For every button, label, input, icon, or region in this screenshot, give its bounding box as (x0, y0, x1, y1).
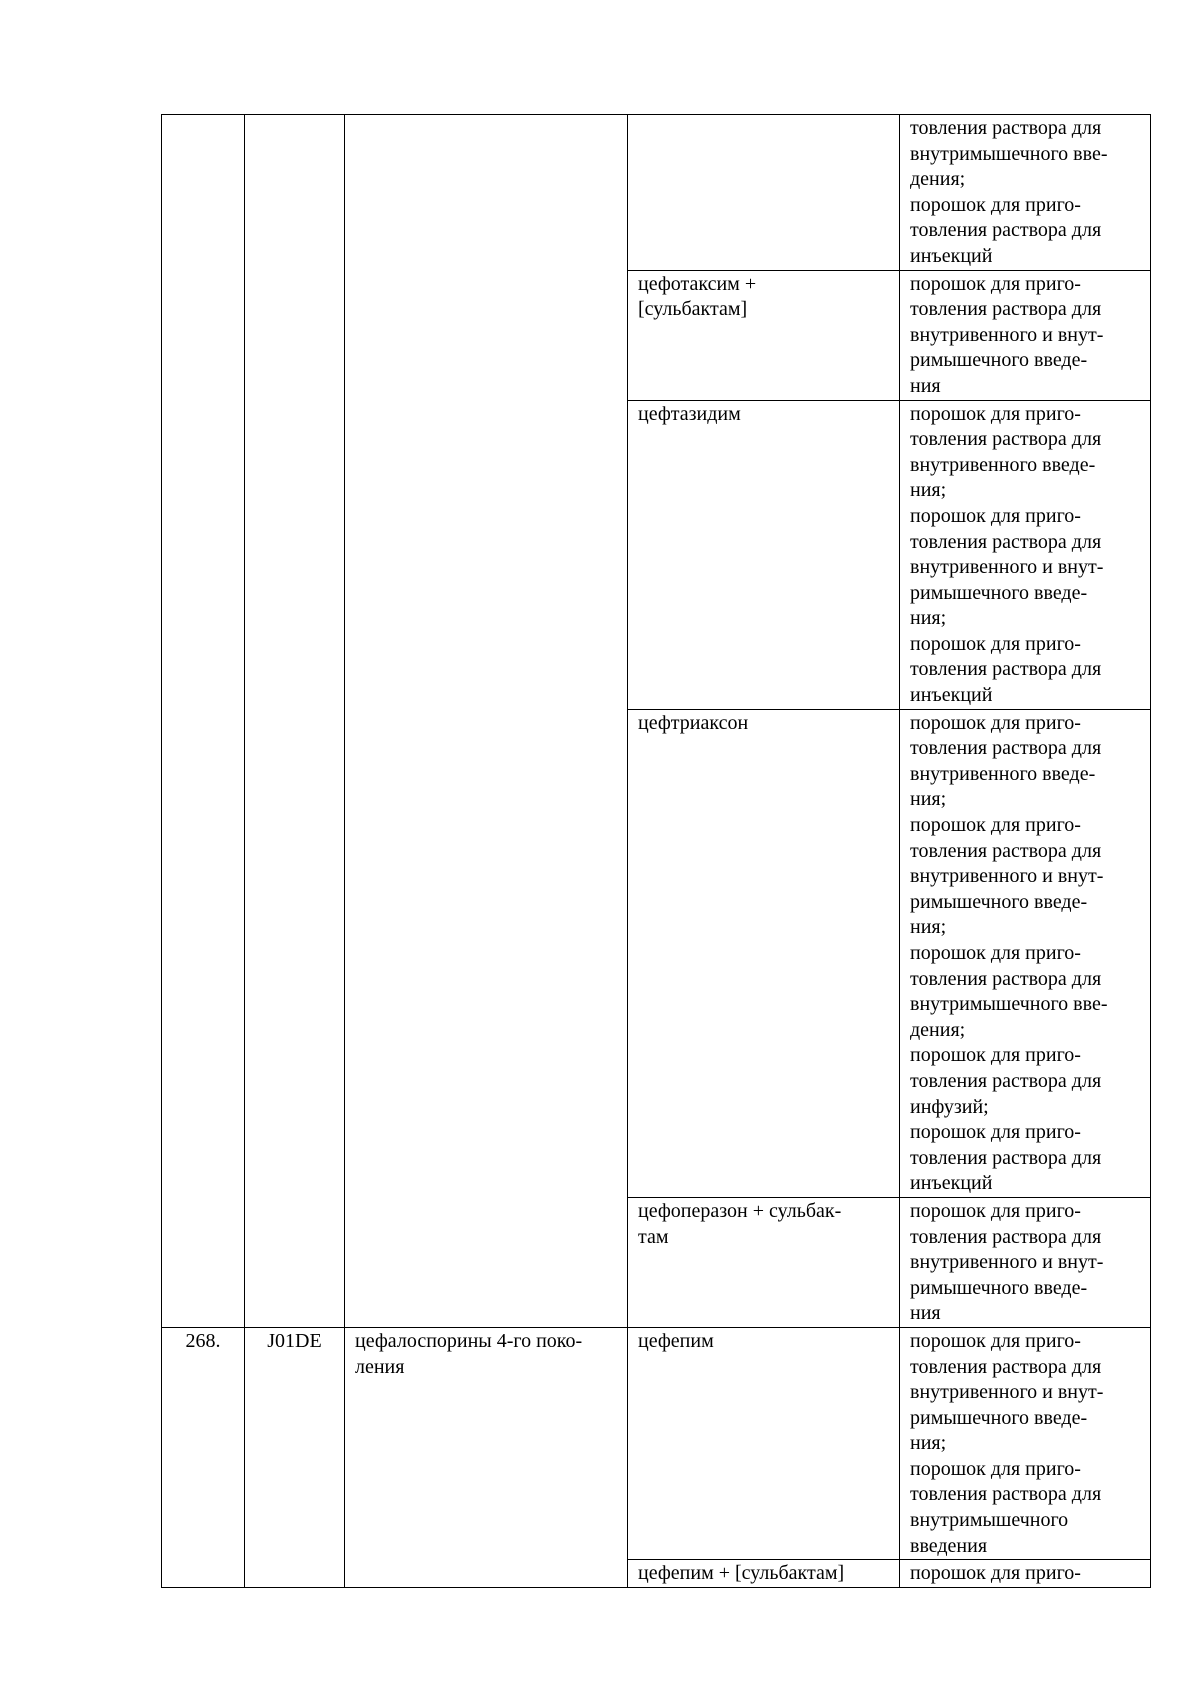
dosage-form-line: товления раствора для (910, 117, 1102, 139)
substance-name (628, 1197, 900, 1327)
table-row (162, 115, 1151, 271)
dosage-form (900, 1327, 1151, 1559)
dosage-form-line: инфузий; (910, 1095, 989, 1118)
table-row (162, 1327, 1151, 1559)
dosage-form-line: внутривенного и внут- (910, 556, 1104, 579)
dosage-form-line: внутривенного и внут- (910, 1251, 1104, 1274)
group-name-line: цефалоспорины 4-го поко- (355, 1329, 583, 1352)
dosage-form-line: ния (910, 1302, 941, 1325)
dosage-form-line: порошок для приго- (910, 1199, 1081, 1222)
dosage-form-line: внутримышечного вве- (910, 142, 1108, 165)
dosage-form-line: порошок для приго- (910, 1121, 1081, 1144)
dosage-form-line: дения; (910, 168, 966, 191)
dosage-form (900, 1560, 1151, 1588)
dosage-form-line: товления раствора для (910, 219, 1102, 242)
group-cell (345, 115, 628, 1328)
dosage-form-line: товления раствора для (910, 1069, 1102, 1092)
substance-name-line: цефотаксим + (638, 272, 757, 295)
substance-name-line: там (638, 1225, 669, 1248)
dosage-form-line: товления раствора для (910, 428, 1102, 451)
group-name-line: ления (355, 1355, 405, 1378)
substance-name-line: цефтриаксон (638, 711, 749, 734)
dosage-form-line: ния; (910, 607, 947, 630)
num-cell (162, 115, 245, 1328)
dosage-form-line: ния; (910, 788, 947, 811)
substance-name-line: цефепим + [сульбактам] (638, 1562, 845, 1585)
dosage-form-line: порошок для приго- (910, 193, 1081, 216)
dosage-form-line: внутривенного введе- (910, 453, 1096, 476)
dosage-form-line: порошок для приго- (910, 1044, 1081, 1067)
dosage-form (900, 400, 1151, 709)
dosage-form-line: внутривенного и внут- (910, 323, 1104, 346)
code-cell (245, 115, 345, 1328)
dosage-form-line: порошок для приго- (910, 814, 1081, 837)
dosage-form-line: товления раствора для (910, 298, 1102, 321)
dosage-form-line: римышечного введе- (910, 349, 1088, 372)
substance-name-line: цефепим (638, 1329, 714, 1352)
substance-name (628, 1560, 900, 1588)
table-body (162, 115, 1151, 1588)
dosage-form-line: внутримышечного (910, 1509, 1069, 1532)
dosage-form-line: товления раствора для (910, 839, 1102, 862)
dosage-form-line: внутривенного и внут- (910, 1381, 1104, 1404)
dosage-form-line: товления раствора для (910, 1146, 1102, 1169)
dosage-form-line: ния; (910, 479, 947, 502)
medicines-table (161, 114, 1151, 1588)
dosage-form (900, 1197, 1151, 1327)
dosage-form-line: порошок для приго- (910, 402, 1081, 425)
dosage-form-line: дения; (910, 1018, 966, 1041)
dosage-form-line: внутривенного введе- (910, 762, 1096, 785)
substance-name-line: цефтазидим (638, 402, 741, 425)
dosage-form-line: инъекций (910, 1172, 993, 1195)
dosage-form-line: римышечного введе- (910, 1276, 1088, 1299)
dosage-form-line: внутримышечного вве- (910, 993, 1108, 1016)
dosage-form-line: внутривенного и внут- (910, 865, 1104, 888)
dosage-form (900, 270, 1151, 400)
dosage-form-line: товления раствора для (910, 1355, 1102, 1378)
dosage-form (900, 115, 1151, 271)
dosage-form-line: товления раствора для (910, 737, 1102, 760)
dosage-form-line: порошок для приго- (910, 1329, 1081, 1352)
dosage-form-line: ния (910, 374, 941, 397)
row-number: 268. (162, 1327, 245, 1587)
dosage-form-line: ния; (910, 916, 947, 939)
group-name (345, 1327, 628, 1587)
dosage-form-line: римышечного введе- (910, 890, 1088, 913)
dosage-form-line: порошок для приго- (910, 1457, 1081, 1480)
dosage-form-line: римышечного введе- (910, 581, 1088, 604)
substance-name-line: [сульбактам] (638, 298, 748, 321)
substance-name (628, 709, 900, 1197)
dosage-form-line: товления раствора для (910, 967, 1102, 990)
dosage-form-line: ния; (910, 1432, 947, 1455)
dosage-form-line: порошок для приго- (910, 711, 1081, 734)
dosage-form-line: порошок для приго- (910, 272, 1081, 295)
substance-name (628, 115, 900, 271)
substance-name (628, 400, 900, 709)
dosage-form-line: товления раствора для (910, 1483, 1102, 1506)
dosage-form-line: товления раствора для (910, 1225, 1102, 1248)
dosage-form-line: порошок для приго- (910, 1562, 1081, 1585)
dosage-form-line: порошок для приго- (910, 504, 1081, 527)
dosage-form-line: римышечного введе- (910, 1406, 1088, 1429)
substance-name (628, 270, 900, 400)
dosage-form-line: порошок для приго- (910, 632, 1081, 655)
atc-code: J01DE (245, 1327, 345, 1587)
dosage-form-line: инъекций (910, 244, 993, 267)
dosage-form-line: товления раствора для (910, 658, 1102, 681)
dosage-form-line: порошок для приго- (910, 942, 1081, 964)
substance-name (628, 1327, 900, 1559)
dosage-form-line: введения (910, 1534, 988, 1557)
substance-name-line: цефоперазон + сульбак- (638, 1199, 842, 1222)
dosage-form-line: товления раствора для (910, 530, 1102, 553)
dosage-form-line: инъекций (910, 684, 993, 707)
dosage-form (900, 709, 1151, 1197)
